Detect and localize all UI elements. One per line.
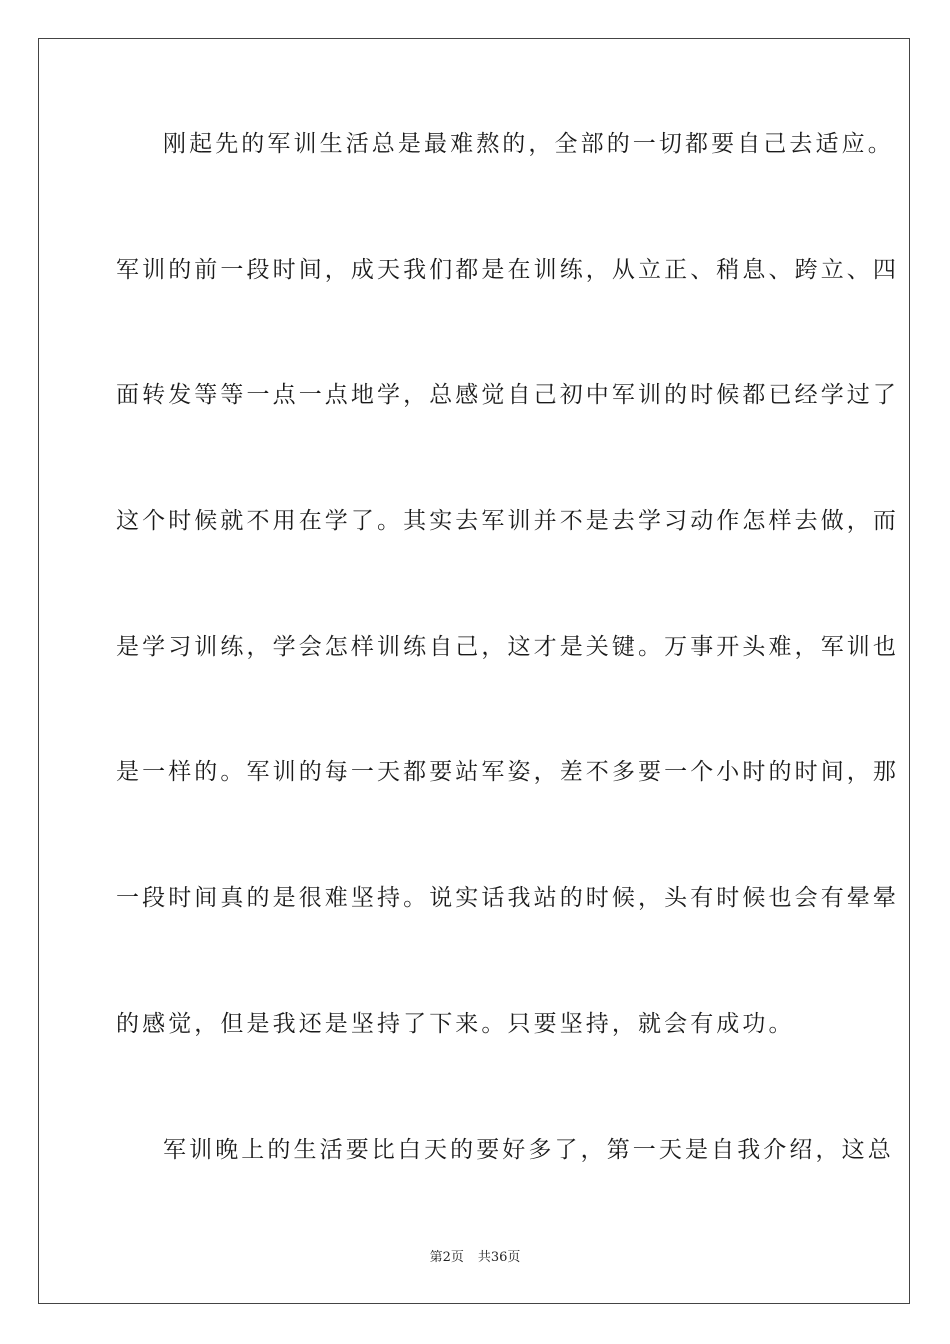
paragraph-line: 这个时候就不用在学了。其实去军训并不是去学习动作怎样去做，而 <box>116 508 899 535</box>
page-number: 第2页 <box>429 1250 464 1265</box>
document-body <box>116 124 899 1255</box>
paragraph-line: 军训晚上的生活要比白天的要好多了，第一天是自我介绍，这总 <box>163 1136 894 1163</box>
paragraph-line: 是一样的。军训的每一天都要站军姿，差不多要一个小时的时间，那 <box>116 759 899 786</box>
paragraph-line: 是学习训练，学会怎样训练自己，这才是关键。万事开头难，军训也 <box>116 633 899 660</box>
paragraph-line: 的感觉，但是我还是坚持了下来。只要坚持，就会有成功。 <box>116 1010 795 1037</box>
paragraph-line: 军训的前一段时间，成天我们都是在训练，从立正、稍息、跨立、四 <box>116 256 899 283</box>
paragraph-line: 面转发等等一点一点地学，总感觉自己初中军训的时候都已经学过了 <box>116 382 899 409</box>
paragraph-line: 刚起先的军训生活总是最难熬的，全部的一切都要自己去适应。 <box>163 131 894 157</box>
paragraph-line: 一段时间真的是很难坚持。说实话我站的时候，头有时候也会有晕晕 <box>116 885 899 912</box>
page-footer <box>0 1246 950 1265</box>
page-total: 共36页 <box>477 1250 521 1265</box>
